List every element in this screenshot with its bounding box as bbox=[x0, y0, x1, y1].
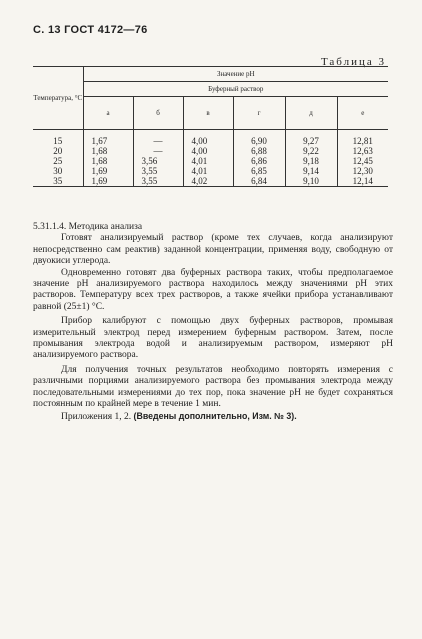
cell-value: 9,22 bbox=[285, 146, 337, 156]
subheader-v: в bbox=[183, 97, 233, 130]
paragraph-1: Готовят анализируемый раствор (кроме тех случаев, когда анализируют непосредственно сам реактив) заданной концентрации, применяя воду, свободную от двуокиси углерода. bbox=[33, 233, 393, 267]
header-buffer-solution: Буферный раствор bbox=[83, 82, 388, 97]
cell-value: 9,27 bbox=[285, 136, 337, 146]
cell-value: 1,68 bbox=[83, 146, 133, 156]
table-row bbox=[33, 146, 388, 156]
cell-temperature: 20 bbox=[53, 145, 63, 156]
cell-value: — bbox=[133, 136, 183, 146]
cell-value: 1,67 bbox=[83, 136, 133, 146]
cell-temperature: 35 bbox=[33, 176, 83, 187]
paragraph-4: Для получения точных результатов необходимо повторять измерения с различными порциями анализируемого раствора без промывания электрода между последовательными измерениями до тех пор, пока значение рН не будет сохраняться постоянным по крайней мере в течение 1 мин. bbox=[33, 364, 393, 410]
paragraph-5 bbox=[33, 411, 393, 423]
body-text bbox=[33, 222, 393, 423]
cell-value: 4,00 bbox=[183, 146, 233, 156]
cell-value: 12,45 bbox=[337, 156, 388, 166]
appendix-ref: Приложения 1, 2. bbox=[61, 411, 134, 422]
ph-buffer-table bbox=[33, 66, 388, 187]
table-row bbox=[33, 166, 388, 176]
cell-value: 9,14 bbox=[285, 166, 337, 176]
cell-value: 6,86 bbox=[233, 156, 285, 166]
cell-value: 3,55 bbox=[133, 176, 183, 187]
cell-temperature: 15 bbox=[53, 135, 63, 146]
cell-value: 9,10 bbox=[285, 176, 337, 187]
cell-value: 12,30 bbox=[337, 166, 388, 176]
paragraph-3: Прибор калибруют с помощью двух буферных растворов, промывая измерительный электрод перед измерением буферным раствором. Затем, после промывания электрода водой и анализируемым раствором, измеряют рН анализируемого раствора. bbox=[33, 316, 393, 361]
section-title: 5.31.1.4. Методика анализа bbox=[33, 222, 143, 232]
cell-value: 4,02 bbox=[183, 176, 233, 187]
subheader-b: б bbox=[133, 97, 183, 130]
running-head: С. 13 ГОСТ 4172—76 bbox=[33, 24, 148, 36]
subheader-g: г bbox=[233, 97, 285, 130]
cell-value: 4,01 bbox=[183, 166, 233, 176]
cell-value: 1,68 bbox=[83, 156, 133, 166]
cell-value: 1,69 bbox=[83, 176, 133, 187]
cell-value: 3,55 bbox=[133, 166, 183, 176]
cell-value: — bbox=[133, 146, 183, 156]
table-row bbox=[33, 156, 388, 166]
cell-value: 12,14 bbox=[337, 176, 388, 187]
table-row bbox=[33, 176, 388, 187]
cell-temperature: 30 bbox=[53, 165, 63, 176]
cell-value: 6,85 bbox=[233, 166, 285, 176]
cell-value: 12,81 bbox=[337, 136, 388, 146]
cell-value: 4,00 bbox=[183, 136, 233, 146]
header-temperature: Температура, °С bbox=[33, 67, 83, 130]
header-ph-value: Значение рН bbox=[83, 67, 388, 82]
amendment-note: (Введены дополнительно, Изм. № 3). bbox=[133, 410, 297, 421]
cell-value: 1,69 bbox=[83, 166, 133, 176]
cell-value: 4,01 bbox=[183, 156, 233, 166]
subheader-e: е bbox=[337, 97, 388, 130]
subheader-a: а bbox=[83, 97, 133, 130]
cell-value: 3,56 bbox=[133, 156, 183, 166]
cell-temperature: 25 bbox=[53, 155, 63, 166]
subheader-d: д bbox=[285, 97, 337, 130]
table-caption: Таблица 3 bbox=[320, 56, 386, 68]
table-row bbox=[33, 136, 388, 146]
cell-value: 6,88 bbox=[233, 146, 285, 156]
cell-value: 9,18 bbox=[285, 156, 337, 166]
cell-value: 6,84 bbox=[233, 176, 285, 187]
cell-value: 12,63 bbox=[337, 146, 388, 156]
cell-value: 6,90 bbox=[233, 136, 285, 146]
paragraph-2: Одновременно готовят два буферных раствора таких, чтобы предполагаемое значение рН анализируемого раствора находилось между значениями рН этих растворов. Температуру всех трех растворов, а также ячейки прибора устанавливают равной (25±1) °С. bbox=[33, 267, 393, 312]
